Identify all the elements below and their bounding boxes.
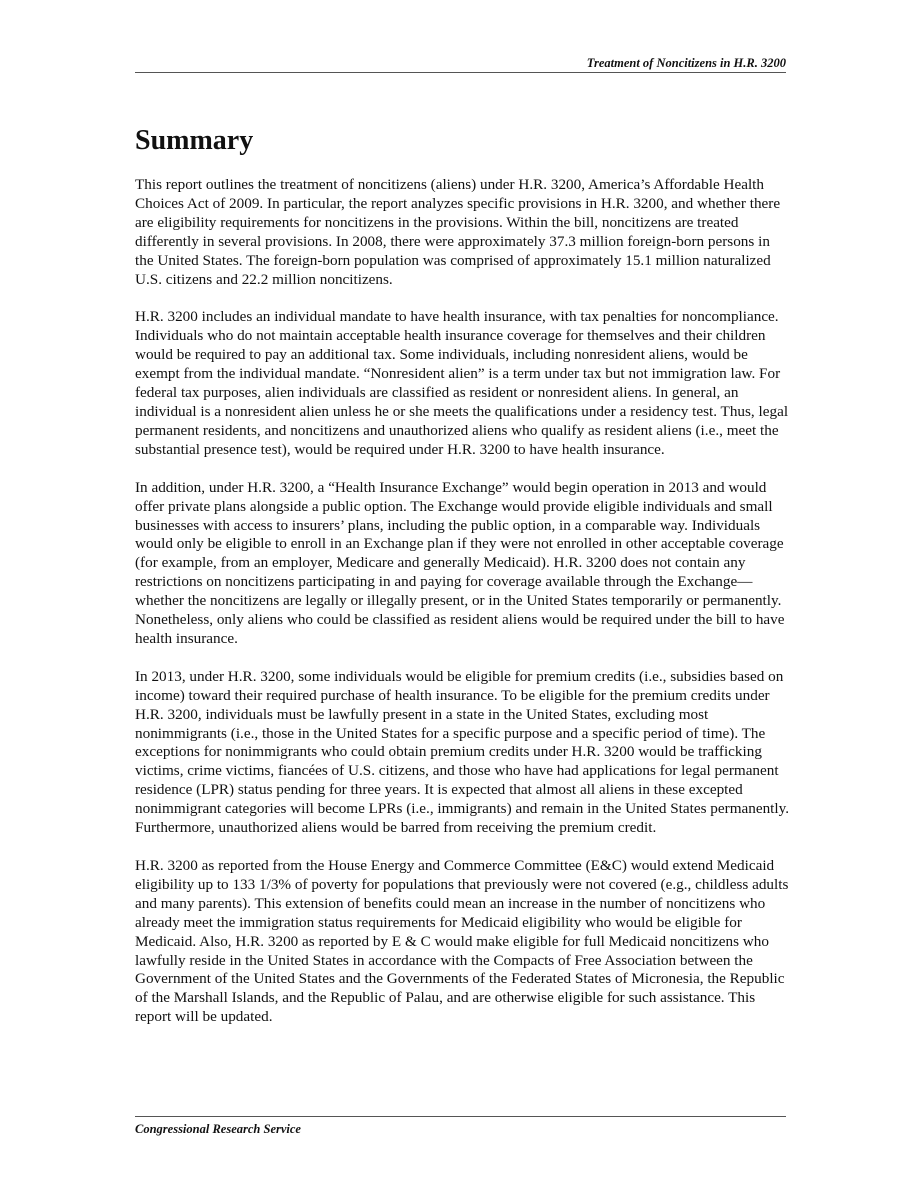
footer-organization: Congressional Research Service [135, 1122, 301, 1136]
summary-paragraph-3: In addition, under H.R. 3200, a “Health Insurance Exchange” would begin operation in 2013 and would offer private plans alongside a public option. The Exchange would provide eligible individuals and small businesses with access to insurers’ plans, including the public option, in a comparable way. Individuals would only be eligible to enroll in an Exchange plan if they were not enrolled in other acceptable coverage (for example, from an employer, Medicare and generally Medicaid). H.R. 3200 does not contain any restrictions on noncitizens participating in and paying for coverage available through the Exchange—whether the noncitizens are legally or illegally present, or in the United States temporarily or permanently. Nonetheless, only aliens who could be classified as resident aliens would be required under the bill to have health insurance. [135, 478, 785, 647]
summary-paragraph-5: H.R. 3200 as reported from the House Energy and Commerce Committee (E&C) would extend Medicaid eligibility up to 133 1/3% of poverty for populations that previously were not covered (e.g., childless adults and many parents). This extension of benefits could mean an increase in the number of noncitizens who already meet the immigration status requirements for Medicaid eligibility who would be eligible for Medicaid. Also, H.R. 3200 as reported by E & C would make eligible for full Medicaid noncitizens who lawfully reside in the United States in accordance with the Compacts of Free Association between the Government of the United States and the Governments of the Federated States of Micronesia, the Republic of the Marshall Islands, and the Republic of Palau, and are otherwise eligible for such assistance. This report will be updated. [135, 857, 789, 1026]
summary-body [135, 176, 790, 1046]
footer-divider [135, 1116, 786, 1117]
section-title: Summary [135, 125, 254, 156]
summary-paragraph-4: In 2013, under H.R. 3200, some individuals would be eligible for premium credits (i.e., subsidies based on income) toward their required purchase of health insurance. To be eligible for the premium credits under H.R. 3200, individuals must be lawfully present in a state in the United States, excluding most nonimmigrants (i.e., those in the United States for a specific purpose and a specific period of time). The exceptions for nonimmigrants who could obtain premium credits under H.R. 3200 would be trafficking victims, crime victims, fiancées of U.S. citizens, and those who have had applications for legal permanent residence (LPR) status pending for three years. It is expected that almost all aliens in these excepted nonimmigrant categories will become LPRs (i.e., immigrants) and remain in the United States permanently. Furthermore, unauthorized aliens would be barred from receiving the premium credit. [135, 667, 790, 837]
header-divider [135, 72, 786, 73]
summary-paragraph-1: This report outlines the treatment of noncitizens (aliens) under H.R. 3200, America’s Affordable Health Choices Act of 2009. In particular, the report analyzes specific provisions in H.R. 3200, and whether there are eligibility requirements for noncitizens in the provisions. Within the bill, noncitizens are treated differently in several provisions. In 2008, there were approximately 37.3 million foreign-born persons in the United States. The foreign-born population was comprised of approximately 15.1 million naturalized U.S. citizens and 22.2 million noncitizens. [135, 176, 781, 288]
summary-paragraph-2: H.R. 3200 includes an individual mandate to have health insurance, with tax penalties for noncompliance. Individuals who do not maintain acceptable health insurance coverage for themselves and their children would be required to pay an additional tax. Some individuals, including nonresident aliens, would be exempt from the individual mandate. “Nonresident alien” is a term under tax but not immigration law. For federal tax purposes, alien individuals are classified as resident or nonresident aliens. In general, an individual is a nonresident alien unless he or she meets the qualifications under a residency test. Thus, legal permanent residents, and noncitizens and unauthorized aliens who qualify as resident aliens (i.e., meet the substantial presence test), would be required under H.R. 3200 to have health insurance. [135, 308, 789, 458]
running-header-title: Treatment of Noncitizens in H.R. 3200 [586, 56, 786, 70]
